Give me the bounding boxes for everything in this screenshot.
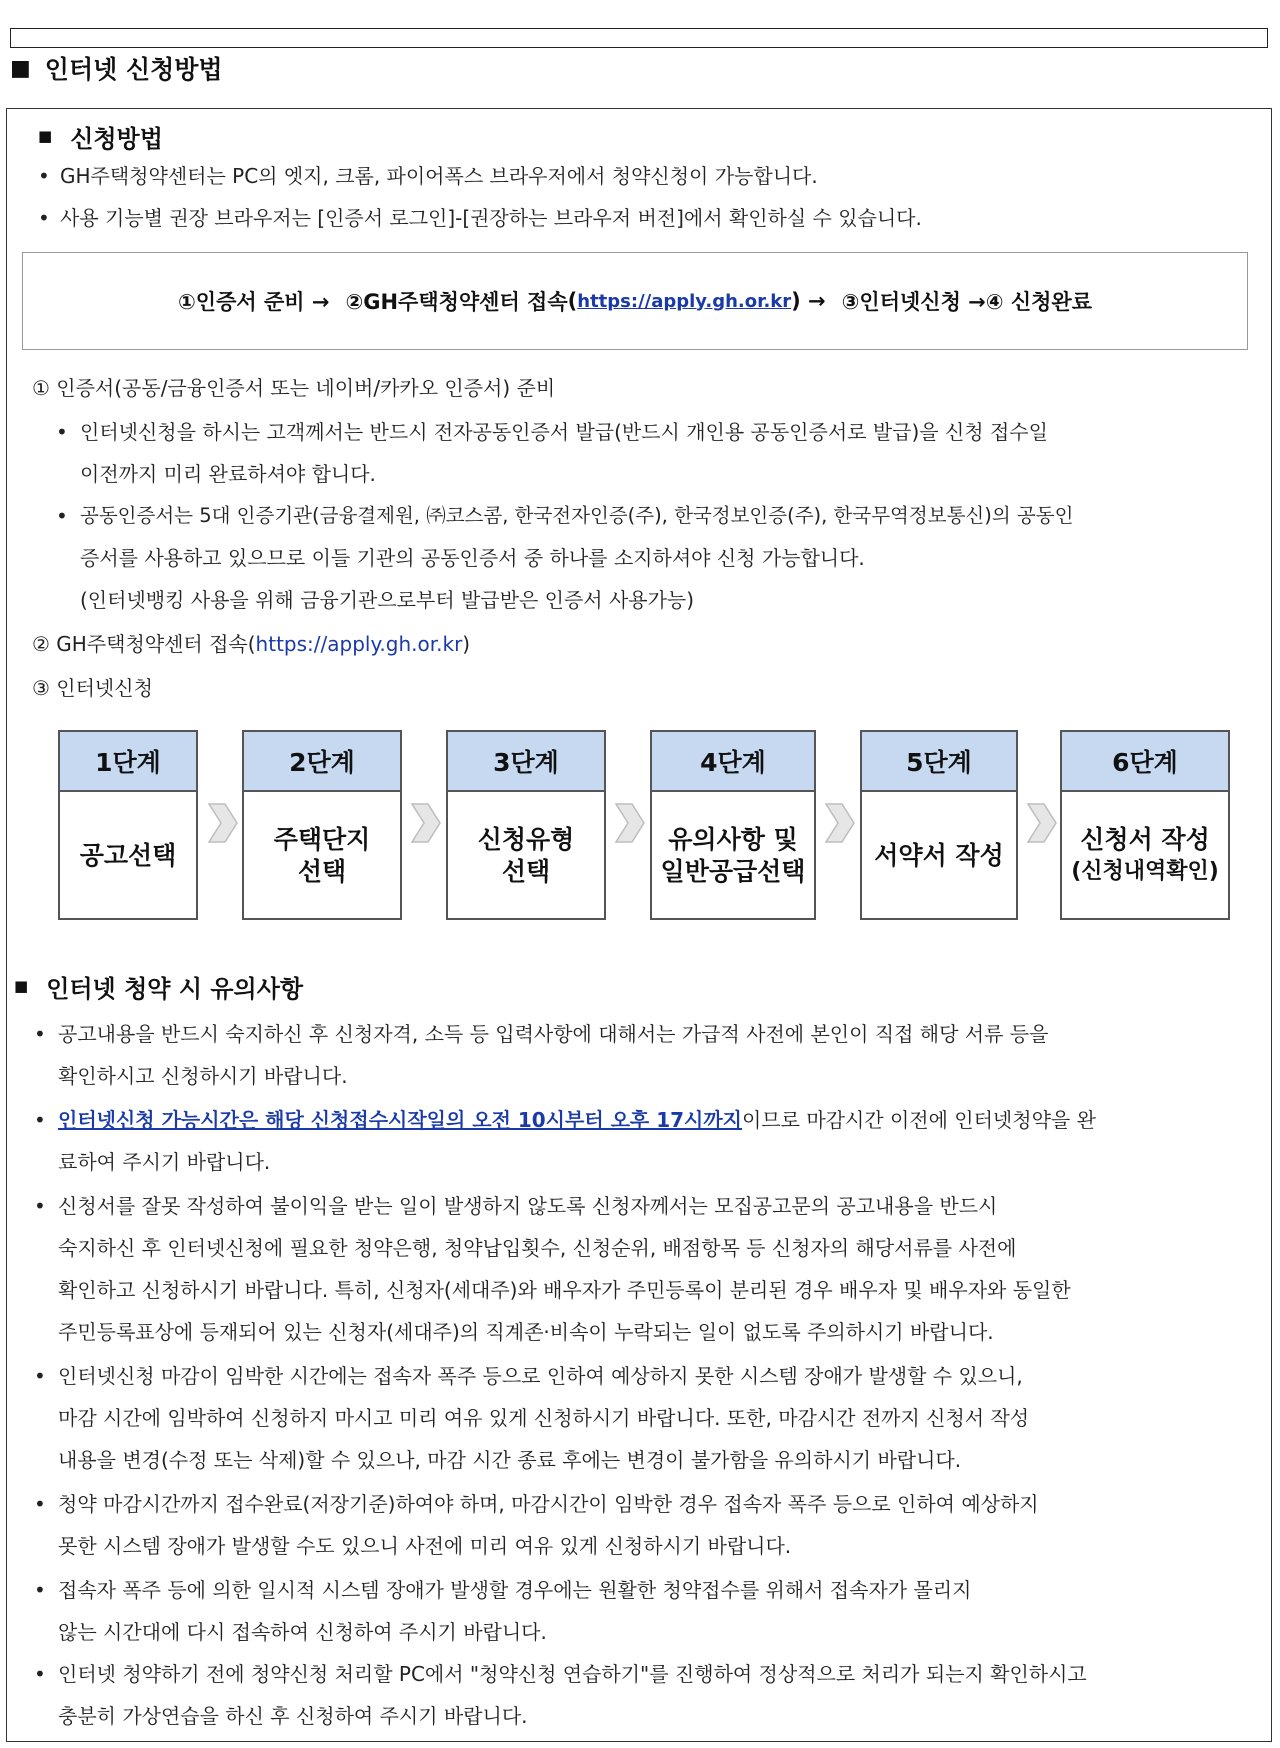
section-heading-precautions bbox=[14, 966, 303, 1006]
stage-3-label-line-1: 신청유형 bbox=[477, 825, 575, 854]
precaution-4-line-2: 마감 시간에 임박하여 신청하지 마시고 미리 여유 있게 신청하시기 바랍니다. 또한, 마감시간 전까지 신청서 작성 bbox=[58, 1406, 1030, 1430]
precaution-6-line-2: 않는 시간대에 다시 접속하여 신청하여 주시기 바랍니다. bbox=[58, 1620, 547, 1644]
stage-4-box bbox=[650, 730, 816, 920]
square-bullet-icon: ■ bbox=[38, 127, 53, 145]
precaution-2-line-1 bbox=[58, 1106, 1096, 1134]
bullet-icon: • bbox=[56, 420, 68, 444]
bullet-icon: • bbox=[34, 1364, 46, 1388]
section-heading-text: 인터넷 청약 시 유의사항 bbox=[46, 974, 304, 1003]
precaution-6-line-1: 접속자 폭주 등에 의한 일시적 시스템 장애가 발생할 경우에는 원활한 청약접수를 위해서 접속자가 몰리지 bbox=[58, 1578, 972, 1602]
stage-4-label-line-2: 일반공급선택 bbox=[660, 857, 806, 886]
internet-apply-item-title: ③ 인터넷신청 bbox=[32, 676, 153, 700]
stage-1-label: 공고선택 bbox=[79, 841, 177, 870]
precaution-4-line-3: 내용을 변경(수정 또는 삭제)할 수 있으나, 마감 시간 종료 후에는 변경이 불가함을 유의하시기 바랍니다. bbox=[58, 1448, 962, 1472]
stage-3-body bbox=[448, 792, 604, 920]
stage-5-header: 5단계 bbox=[862, 732, 1016, 792]
connect-item-text: ② GH주택청약센터 접속( bbox=[32, 632, 256, 656]
stage-6-body bbox=[1062, 792, 1228, 920]
stage-2-body bbox=[244, 792, 400, 920]
stage-2-header: 2단계 bbox=[244, 732, 400, 792]
stage-5-label: 서약서 작성 bbox=[874, 841, 1004, 870]
precaution-2-line-2: 료하여 주시기 바랍니다. bbox=[58, 1150, 271, 1174]
certificate-note-2-line-2: 증서를 사용하고 있으므로 이들 기관의 공동인증서 중 하나를 소지하셔야 신청 가능합니다. bbox=[80, 546, 865, 570]
bullet-icon: • bbox=[34, 1492, 46, 1516]
precaution-1-line-1: 공고내용을 반드시 숙지하신 후 신청자격, 소득 등 입력사항에 대해서는 가급적 사전에 본인이 직접 해당 서류 등을 bbox=[58, 1022, 1049, 1046]
flow-step-3-4: ③인터넷신청 →④ 신청완료 bbox=[841, 290, 1092, 314]
chevron-right-icon bbox=[612, 800, 646, 846]
square-bullet-icon: ■ bbox=[10, 55, 31, 81]
precaution-5-line-2: 못한 시스템 장애가 발생할 수도 있으니 사전에 미리 여유 있게 신청하시기 바랍니다. bbox=[58, 1534, 792, 1558]
stage-1-body bbox=[60, 792, 196, 920]
connect-item bbox=[32, 630, 470, 658]
top-blank-box bbox=[10, 28, 1268, 48]
stage-5-box bbox=[860, 730, 1018, 920]
precaution-7-line-2: 충분히 가상연습을 하신 후 신청하여 주시기 바랍니다. bbox=[58, 1704, 528, 1728]
flow-url-link[interactable]: https://apply.gh.or.kr bbox=[577, 290, 792, 312]
precaution-3-line-4: 주민등록표상에 등재되어 있는 신청자(세대주)의 직계존·비속이 누락되는 일이 없도록 주의하시기 바랍니다. bbox=[58, 1320, 994, 1344]
precaution-3-line-2: 숙지하신 후 인터넷신청에 필요한 청약은행, 청약납입횟수, 신청순위, 배점항목 등 신청자의 해당서류를 사전에 bbox=[58, 1236, 1017, 1260]
chevron-right-icon bbox=[408, 800, 442, 846]
stage-3-box bbox=[446, 730, 606, 920]
section-heading-text: 신청방법 bbox=[70, 124, 163, 153]
certificate-note-2-line-1: 공동인증서는 5대 인증기관(금융결제원, ㈜코스콤, 한국전자인증(주), 한국정보인증(주), 한국무역정보통신)의 공동인 bbox=[80, 504, 1074, 527]
certificate-note-1-line-2: 이전까지 미리 완료하셔야 합니다. bbox=[80, 462, 376, 486]
browser-support-text: GH주택청약센터는 PC의 엣지, 크롬, 파이어폭스 브라우저에서 청약신청이 가능합니다. bbox=[60, 164, 818, 188]
stage-6-box bbox=[1060, 730, 1230, 920]
stage-2-label-line-1: 주택단지 bbox=[273, 825, 371, 854]
bullet-icon: • bbox=[56, 504, 68, 528]
stage-4-header: 4단계 bbox=[652, 732, 814, 792]
application-hours-link: 인터넷신청 가능시간은 해당 신청접수시작일의 오전 10시부터 오후 17시까지 bbox=[58, 1108, 743, 1132]
bullet-icon: • bbox=[34, 1662, 46, 1686]
flow-step-1: ①인증서 준비 → bbox=[178, 290, 330, 314]
stage-1-header: 1단계 bbox=[60, 732, 196, 792]
stage-1-box bbox=[58, 730, 198, 920]
stage-4-label-line-1: 유의사항 및 bbox=[668, 825, 798, 854]
precaution-2-rest: 이므로 마감시간 이전에 인터넷청약을 완 bbox=[742, 1108, 1096, 1132]
precaution-1-line-2: 확인하시고 신청하시기 바랍니다. bbox=[58, 1064, 348, 1088]
page-title bbox=[10, 50, 223, 86]
square-bullet-icon: ■ bbox=[14, 977, 29, 995]
section-heading-apply-method bbox=[38, 118, 163, 154]
precaution-3-line-1: 신청서를 잘못 작성하여 불이익을 받는 일이 발생하지 않도록 신청자께서는 모집공고문의 공고내용을 반드시 bbox=[58, 1194, 998, 1218]
certificate-item-title: ① 인증서(공동/금융인증서 또는 네이버/카카오 인증서) 준비 bbox=[32, 376, 556, 400]
connect-url-link[interactable]: https://apply.gh.or.kr bbox=[255, 632, 463, 656]
bullet-icon: • bbox=[34, 1022, 46, 1046]
browser-version-text: 사용 기능별 권장 브라우저는 [인증서 로그인]-[권장하는 브라우저 버전]에서 확인하실 수 있습니다. bbox=[60, 206, 922, 230]
precaution-3-line-3: 확인하고 신청하시기 바랍니다. 특히, 신청자(세대주)와 배우자가 주민등록이 분리된 경우 배우자 및 배우자와 동일한 bbox=[58, 1278, 1071, 1302]
stage-6-label-line-2: (신청내역확인) bbox=[1071, 859, 1219, 884]
stage-5-body bbox=[862, 792, 1016, 920]
connect-item-suffix: ) bbox=[462, 632, 471, 656]
stage-3-header: 3단계 bbox=[448, 732, 604, 792]
precaution-4-line-1: 인터넷신청 마감이 임박한 시간에는 접속자 폭주 등으로 인하여 예상하지 못한 시스템 장애가 발생할 수 있으니, bbox=[58, 1364, 1023, 1388]
flow-url-close: ) → bbox=[791, 289, 826, 313]
stage-3-label-line-2: 선택 bbox=[501, 857, 551, 886]
bullet-icon: • bbox=[38, 164, 50, 188]
stage-2-box bbox=[242, 730, 402, 920]
stage-6-label-line-1: 신청서 작성 bbox=[1080, 825, 1210, 854]
bullet-icon: • bbox=[34, 1194, 46, 1218]
certificate-note-2-line-3: (인터넷뱅킹 사용을 위해 금융기관으로부터 발급받은 인증서 사용가능) bbox=[80, 588, 695, 612]
chevron-right-icon bbox=[1024, 800, 1058, 846]
chevron-right-icon bbox=[822, 800, 856, 846]
flow-url-open: ( bbox=[567, 289, 578, 313]
bullet-icon: • bbox=[34, 1108, 46, 1132]
stage-6-header: 6단계 bbox=[1062, 732, 1228, 792]
page-title-text: 인터넷 신청방법 bbox=[44, 55, 223, 84]
chevron-right-icon bbox=[205, 800, 239, 846]
flow-step-2: ②GH주택청약센터 접속 bbox=[345, 290, 568, 314]
certificate-note-1-line-1: 인터넷신청을 하시는 고객께서는 반드시 전자공동인증서 발급(반드시 개인용 공동인증서로 발급)을 신청 접수일 bbox=[80, 420, 1048, 444]
bullet-icon: • bbox=[38, 206, 50, 230]
precaution-5-line-1: 청약 마감시간까지 접수완료(저장기준)하여야 하며, 마감시간이 임박한 경우 접속자 폭주 등으로 인하여 예상하지 bbox=[58, 1492, 1039, 1516]
precaution-7-line-1: 인터넷 청약하기 전에 청약신청 처리할 PC에서 "청약신청 연습하기"를 진행하여 정상적으로 처리가 되는지 확인하시고 bbox=[58, 1662, 1087, 1686]
bullet-icon: • bbox=[34, 1578, 46, 1602]
stage-4-body bbox=[652, 792, 814, 920]
apply-flow-box bbox=[22, 252, 1248, 350]
stage-2-label-line-2: 선택 bbox=[297, 857, 347, 886]
